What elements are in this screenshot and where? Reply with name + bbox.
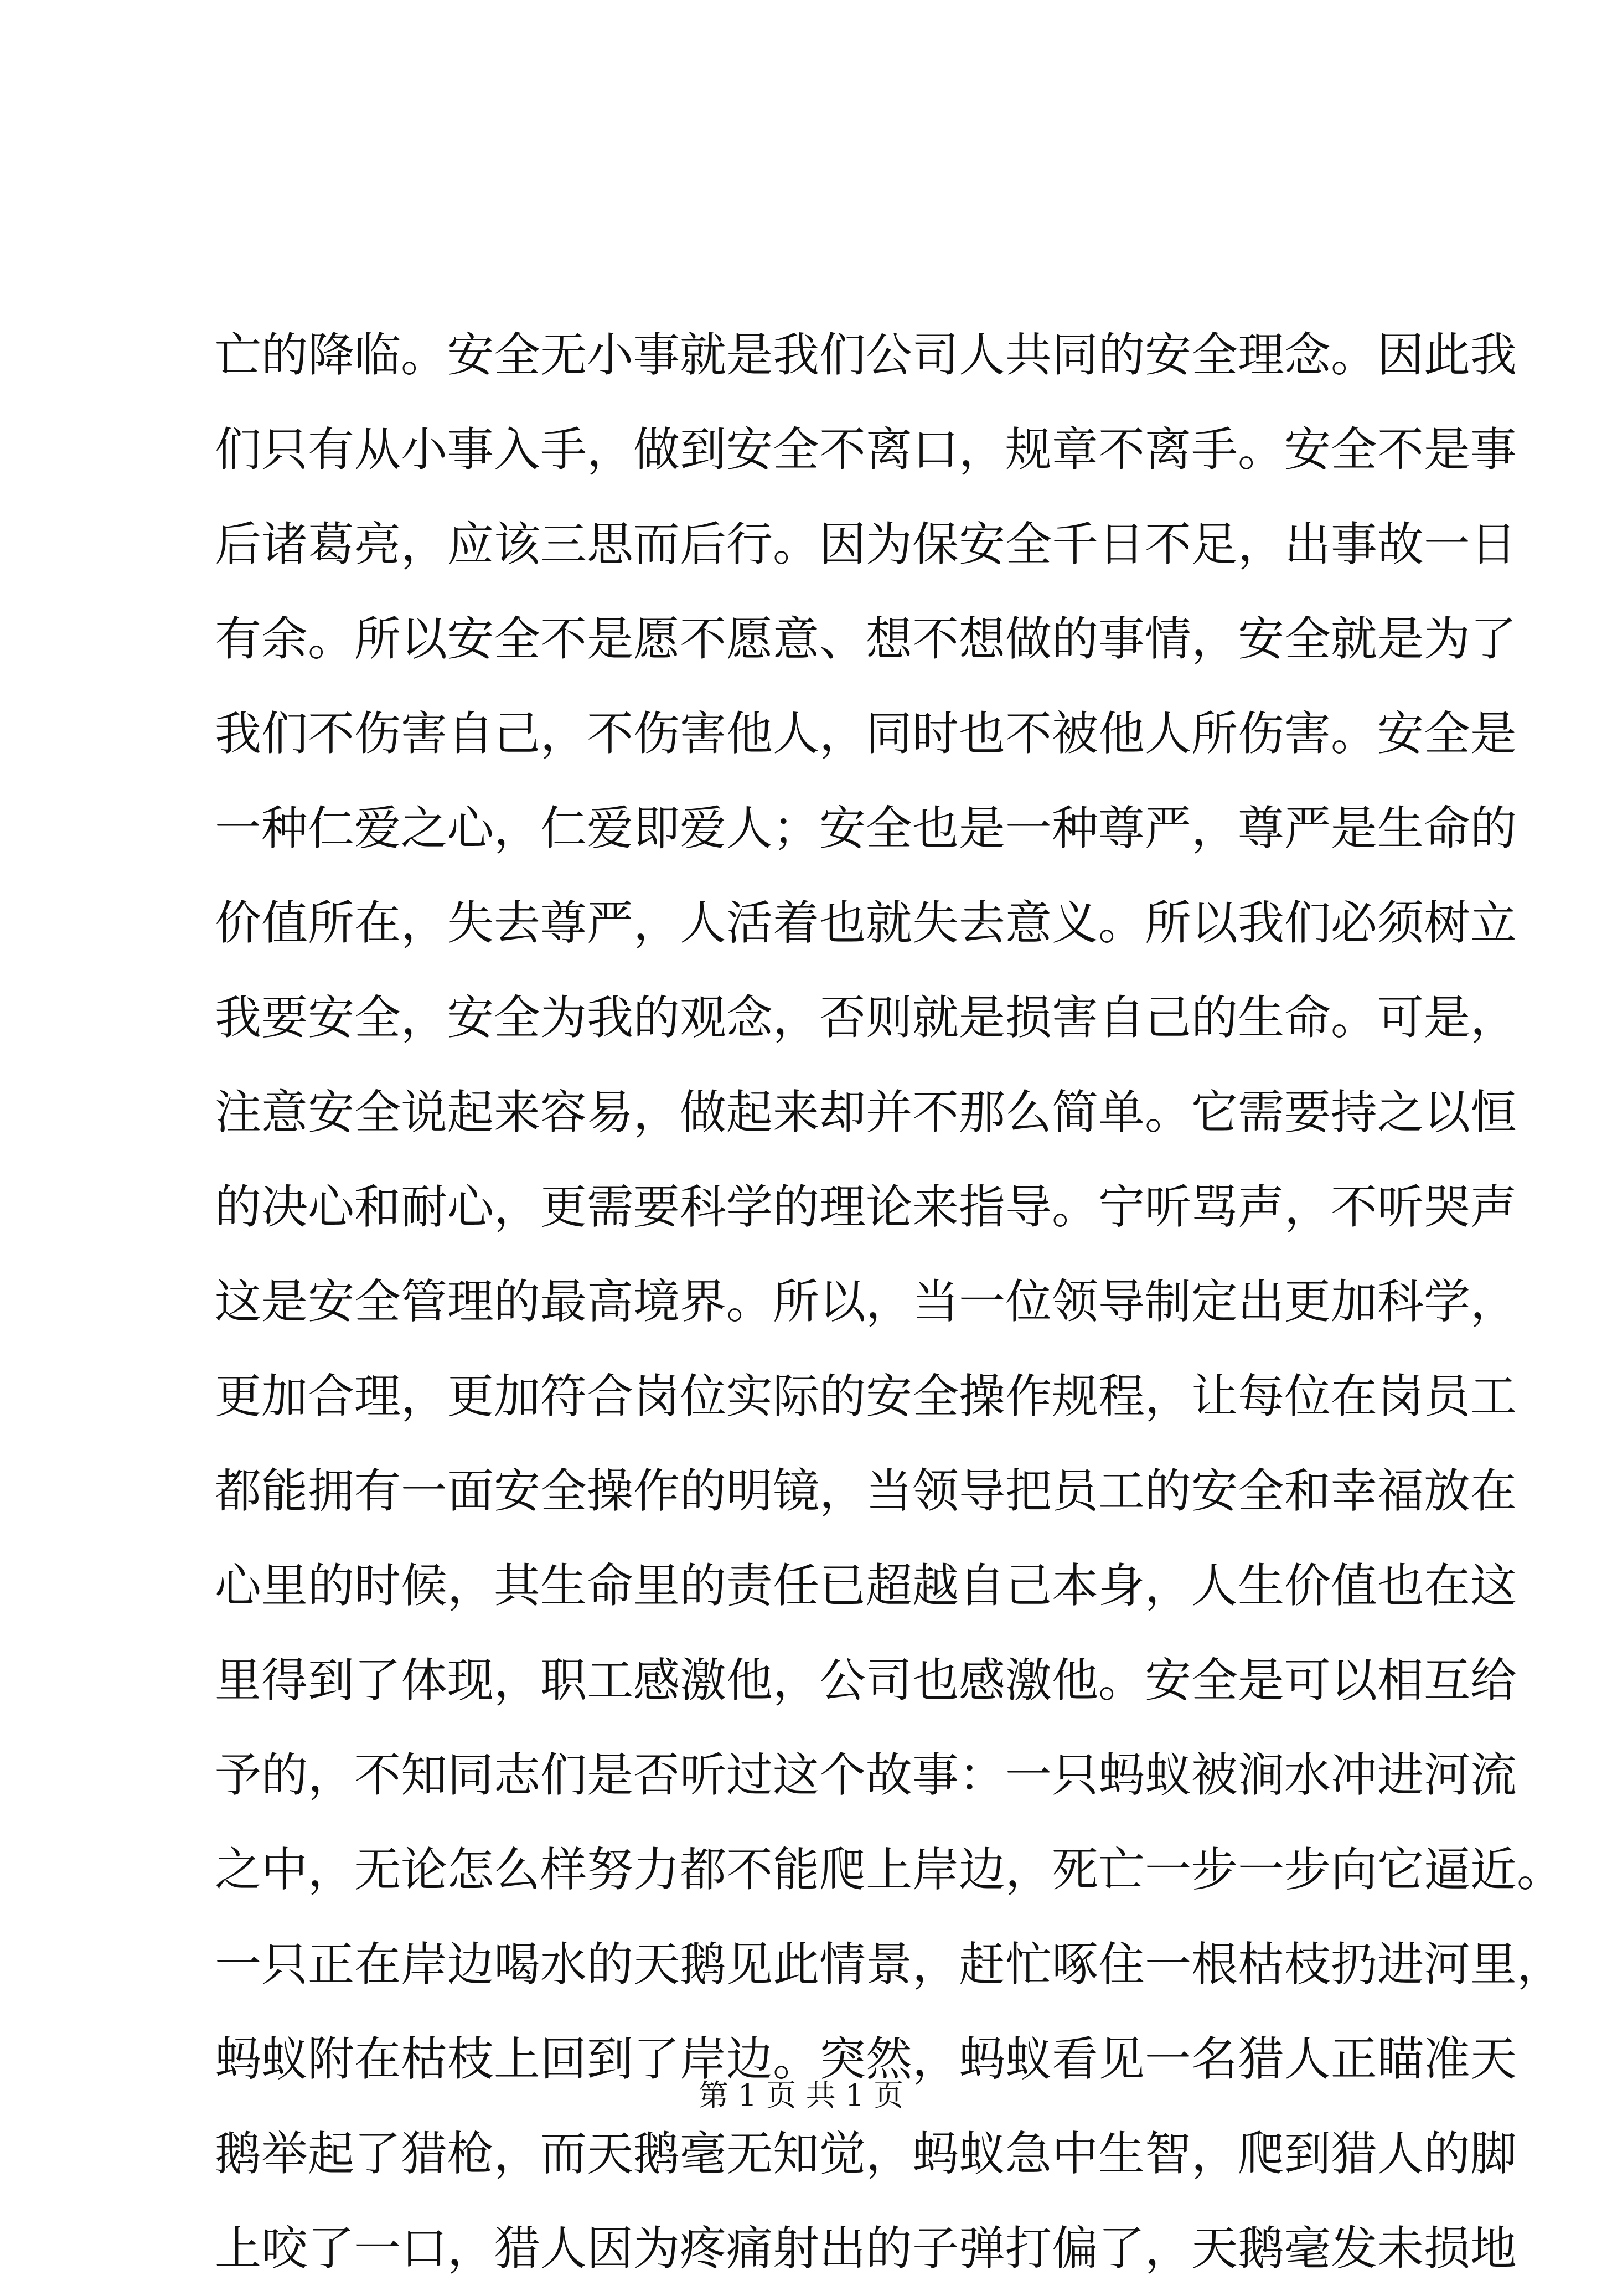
text-line: 鹅举起了猎枪，而天鹅毫无知觉，蚂蚁急中生智，爬到猎人的脚 bbox=[215, 2127, 1517, 2181]
text-line: 有余。所以安全不是愿不愿意、想不想做的事情，安全就是为了 bbox=[215, 612, 1517, 666]
text-line: 们只有从小事入手，做到安全不离口，规章不离手。安全不是事 bbox=[215, 422, 1517, 477]
text-line: 都能拥有一面安全操作的明镜，当领导把员工的安全和幸福放在 bbox=[215, 1464, 1517, 1518]
body-text bbox=[215, 308, 1564, 2296]
text-line: 亡的降临。安全无小事就是我们公司人共同的安全理念。因此我 bbox=[215, 328, 1517, 382]
text-line: 一种仁爱之心，仁爱即爱人；安全也是一种尊严，尊严是生命的 bbox=[215, 801, 1517, 855]
text-line: 后诸葛亮，应该三思而后行。因为保安全千日不足，出事故一日 bbox=[215, 517, 1517, 571]
text-line: 我要安全，安全为我的观念，否则就是损害自己的生命。可是， bbox=[215, 990, 1517, 1045]
page-number-label: 第 1 页 共 1 页 bbox=[698, 2078, 904, 2113]
text-line: 更加合理，更加符合岗位实际的安全操作规程，让每位在岗员工 bbox=[215, 1369, 1517, 1423]
text-line: 里得到了体现，职工感激他，公司也感激他。安全是可以相互给 bbox=[215, 1653, 1517, 1707]
text-line: 注意安全说起来容易，做起来却并不那么简单。它需要持之以恒 bbox=[215, 1085, 1517, 1139]
text-line: 心里的时候，其生命里的责任已超越自己本身，人生价值也在这 bbox=[215, 1559, 1517, 1613]
text-line: 上咬了一口，猎人因为疼痛射出的子弹打偏了，天鹅毫发未损地 bbox=[215, 2221, 1517, 2276]
text-line: 一只正在岸边喝水的天鹅见此情景，赶忙啄住一根枯枝扔进河里， bbox=[215, 1937, 1564, 1991]
page-footer bbox=[0, 2073, 1602, 2118]
text-line: 我们不伤害自己，不伤害他人，同时也不被他人所伤害。安全是 bbox=[215, 706, 1517, 761]
text-line: 价值所在，失去尊严，人活着也就失去意义。所以我们必须树立 bbox=[215, 896, 1517, 950]
text-line: 这是安全管理的最高境界。所以，当一位领导制定出更加科学， bbox=[215, 1275, 1517, 1329]
text-line: 的决心和耐心，更需要科学的理论来指导。宁听骂声，不听哭声 bbox=[215, 1180, 1517, 1234]
text-line: 予的，不知同志们是否听过这个故事：一只蚂蚁被涧水冲进河流 bbox=[215, 1748, 1517, 1802]
text-line: 蚂蚁附在枯枝上回到了岸边。突然，蚂蚁看见一名猎人正瞄准天 bbox=[215, 2032, 1517, 2086]
text-line: 之中，无论怎么样努力都不能爬上岸边，死亡一步一步向它逼近。 bbox=[215, 1843, 1564, 1897]
